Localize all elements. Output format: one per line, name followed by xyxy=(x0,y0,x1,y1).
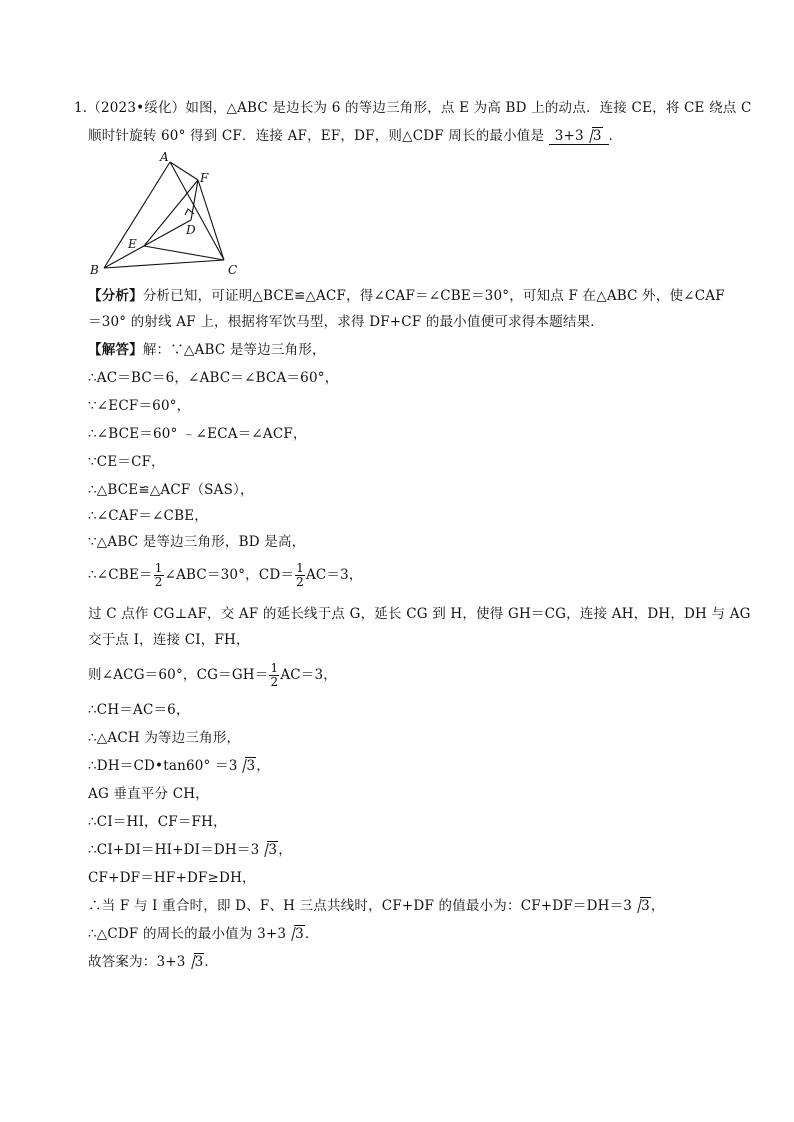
radicand: 3 xyxy=(268,842,278,858)
fraction-denominator: 2 xyxy=(270,675,279,689)
radicand: 3 xyxy=(295,926,304,942)
solution-line-21 xyxy=(88,924,319,944)
solution-line-2 xyxy=(88,368,338,388)
solution-text: ∴∠CBE＝ xyxy=(88,567,153,583)
solution-tag: 【解答】 xyxy=(88,342,143,358)
fraction-numerator: 1 xyxy=(154,561,163,575)
solution-text: ． xyxy=(304,926,319,942)
solution-text: ． xyxy=(204,954,219,970)
problem-line-2 xyxy=(88,126,622,146)
solution-line-16 xyxy=(88,784,209,804)
radicand: 3 xyxy=(592,128,602,144)
analysis-line-1 xyxy=(88,286,725,306)
fraction-half xyxy=(295,562,305,589)
solution-line-14 xyxy=(88,728,240,748)
solution-text: ∴AC＝BC＝6，∠ABC＝∠BCA＝60°， xyxy=(88,370,339,386)
analysis-text-1: 分析已知，可证明△BCE≌△ACF，得∠CAF＝∠CBE＝30°，可知点 F 在△ABC 外，使∠CAF xyxy=(142,288,725,304)
label-B: B xyxy=(90,263,99,277)
solution-line-11 xyxy=(88,630,250,650)
edge-AC xyxy=(170,162,224,260)
solution-text: ∴∠CAF＝∠CBE， xyxy=(88,508,208,524)
sqrt-symbol xyxy=(260,840,278,860)
solution-text: AC＝3， xyxy=(280,667,337,683)
fraction-denominator: 2 xyxy=(296,575,304,589)
solution-line-22 xyxy=(88,952,218,972)
solution-text: ∴CH＝AC＝6， xyxy=(88,702,190,718)
label-E: E xyxy=(128,237,137,251)
problem-text-2: 顺时针旋转 60° 得到 CF．连接 AF，EF，DF，则△CDF 周长的最小值是 xyxy=(88,128,545,144)
fraction-numerator: 1 xyxy=(296,561,304,575)
segment-AF xyxy=(170,162,198,180)
radicand: 3 xyxy=(246,758,256,774)
solution-text: ∠ABC＝30°，CD＝ xyxy=(164,567,295,583)
fraction-numerator: 1 xyxy=(270,661,279,675)
solution-text: AG 垂直平分 CH， xyxy=(88,786,209,802)
solution-line-5 xyxy=(88,452,165,472)
solution-text: AC＝3， xyxy=(305,567,363,583)
fraction-half xyxy=(269,662,279,689)
solution-line-18 xyxy=(88,840,292,860)
answer-text: 3+3 xyxy=(554,128,584,144)
analysis-tag: 【分析】 xyxy=(88,288,143,304)
segment-CE xyxy=(144,246,224,260)
solution-text: 则∠ACG＝60°，CG＝GH＝ xyxy=(88,667,269,683)
answer-blank xyxy=(549,128,609,145)
sqrt-symbol xyxy=(585,126,603,146)
sqrt-symbol xyxy=(633,896,651,916)
solution-text: ∴△ACH 为等边三角形， xyxy=(88,730,241,746)
sqrt-symbol xyxy=(238,756,256,776)
solution-line-1 xyxy=(88,340,326,360)
solution-text: ∵△ABC 是等边三角形，BD 是高， xyxy=(88,534,306,550)
solution-text: ， xyxy=(650,898,665,914)
segment-DF xyxy=(191,180,198,220)
label-C: C xyxy=(228,263,238,277)
solution-text: ∴CI+DI＝HI+DI＝DH＝3 xyxy=(88,842,260,858)
radicand: 3 xyxy=(194,954,204,970)
problem-end: ． xyxy=(608,128,623,144)
triangle-figure xyxy=(86,150,256,278)
solution-line-9 xyxy=(88,560,363,590)
solution-text: ∵CE＝CF， xyxy=(88,454,165,470)
solution-line-13 xyxy=(88,700,190,720)
solution-text: CF+DF＝HF+DF≥DH， xyxy=(88,870,256,886)
solution-text: ∴当 F 与 I 重合时，即 D、F、H 三点共线时，CF+DF 的值最小为：CF+DF＝DH＝3 xyxy=(88,898,633,914)
solution-line-8 xyxy=(88,532,305,552)
solution-text: ∴CI＝HI，CF＝FH， xyxy=(88,814,227,830)
solution-text: ∴DH＝CD•tan60° ＝3 xyxy=(88,758,238,774)
sqrt-symbol xyxy=(287,924,305,944)
solution-line-19 xyxy=(88,868,256,888)
label-D: D xyxy=(186,223,196,237)
fraction-denominator: 2 xyxy=(154,575,163,589)
label-F: F xyxy=(200,171,209,185)
solution-line-12 xyxy=(88,660,337,690)
solution-line-20 xyxy=(88,896,665,916)
problem-line-1 xyxy=(74,98,752,118)
solution-text: 解：∵△ABC 是等边三角形， xyxy=(142,342,326,358)
analysis-line-2 xyxy=(88,312,604,332)
segment-BD xyxy=(104,220,191,268)
solution-line-15 xyxy=(88,756,270,776)
solution-text: ∵∠ECF＝60°， xyxy=(88,398,191,414)
solution-line-3 xyxy=(88,396,190,416)
radicand: 3 xyxy=(641,898,650,914)
solution-line-7 xyxy=(88,506,208,526)
solution-text: ， xyxy=(278,842,292,858)
solution-text: ∴△CDF 的周长的最小值为 3+3 xyxy=(88,926,287,942)
fraction-half xyxy=(154,562,164,589)
problem-number: 1. xyxy=(74,100,88,116)
sqrt-symbol xyxy=(187,952,205,972)
solution-text: 过 C 点作 CG⊥AF，交 AF 的延长线于点 G，延长 CG 到 H，使得 GH＝CG，连接 AH，DH，DH 与 AG xyxy=(88,606,751,622)
solution-text: 交于点 I，连接 CI，FH， xyxy=(88,632,250,648)
solution-line-4 xyxy=(88,424,307,444)
solution-text: 故答案为：3+3 xyxy=(88,954,186,970)
label-A: A xyxy=(160,150,169,164)
solution-text: ∴∠BCE＝60° ﹣∠ECA＝∠ACF， xyxy=(88,426,307,442)
solution-text: ， xyxy=(256,758,270,774)
solution-text: ∴△BCE≌△ACF（SAS）， xyxy=(88,482,254,498)
problem-text-1: （2023•绥化）如图，△ABC 是边长为 6 的等边三角形，点 E 为高 BD 上的动点．连接 CE，将 CE 绕点 C xyxy=(87,100,752,116)
solution-line-6 xyxy=(88,480,254,500)
analysis-text-2: ＝30° 的射线 AF 上，根据将军饮马型，求得 DF+CF 的最小值便可求得本题结果． xyxy=(88,314,604,330)
solution-line-17 xyxy=(88,812,227,832)
solution-line-10 xyxy=(88,604,751,624)
edge-BC xyxy=(104,260,224,268)
edge-AB xyxy=(104,162,170,268)
